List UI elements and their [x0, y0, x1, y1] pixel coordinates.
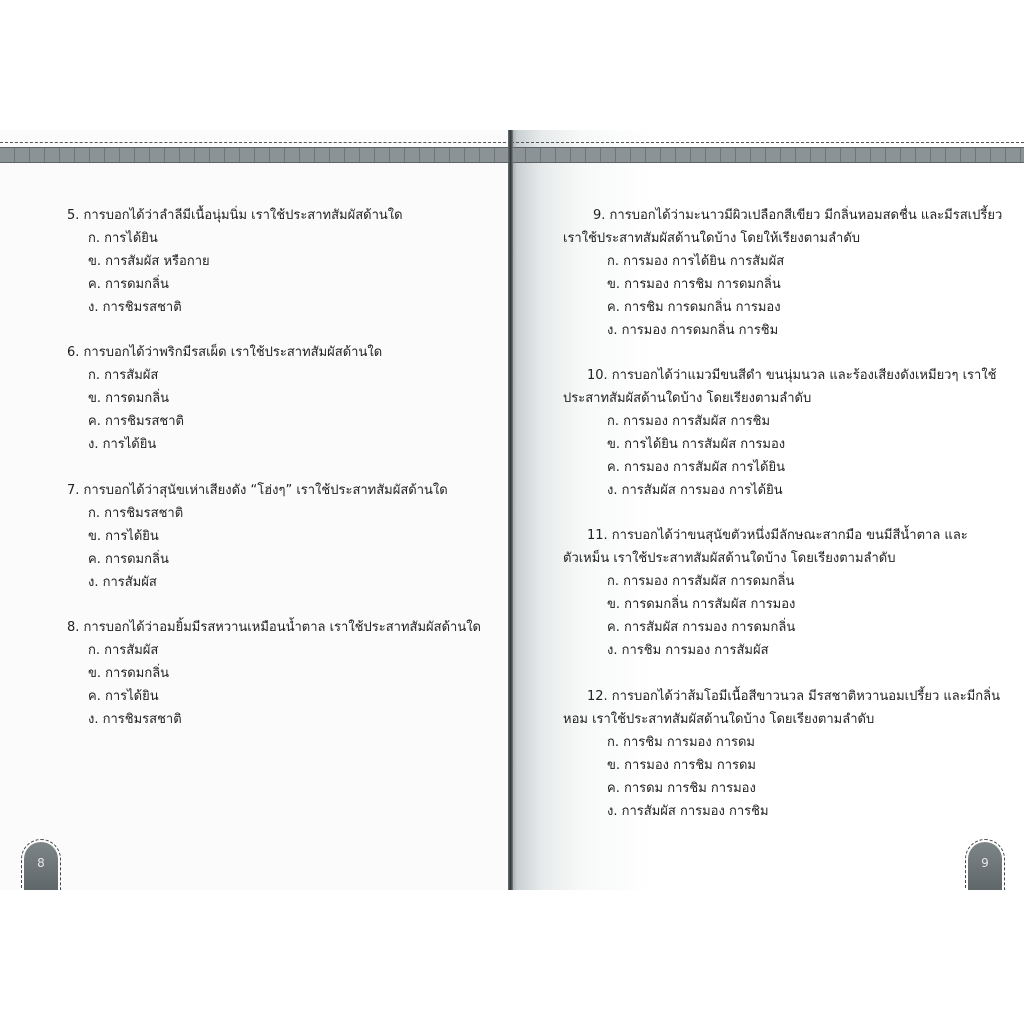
- option-b: ข. การมอง การชิม การดม: [607, 758, 757, 773]
- question-stem-line2: หอม เราใช้ประสาทสัมผัสด้านใดบ้าง โดยเรียงตามลำดับ: [563, 712, 875, 727]
- option-d: ง. การชิมรสชาติ: [88, 300, 182, 315]
- option-d: ง. การชิม การมอง การสัมผัส: [607, 643, 769, 658]
- question-stem: 7. การบอกได้ว่าสุนัขเห่าเสียงดัง “โฮ่งๆ” เราใช้ประสาทสัมผัสด้านใด: [67, 483, 448, 498]
- option-b: ข. การดมกลิ่น: [88, 391, 170, 406]
- question-stem-line1: 12. การบอกได้ว่าส้มโอมีเนื้อสีขาวนวล มีรสชาติหวานอมเปรี้ยว และมีกลิ่น: [587, 689, 1001, 704]
- book-gutter: [508, 130, 513, 890]
- question-6: [67, 341, 382, 456]
- question-9: [563, 204, 1002, 342]
- option-d: ง. การชิมรสชาติ: [88, 712, 182, 727]
- option-b: ข. การได้ยิน การสัมผัส การมอง: [607, 437, 786, 452]
- question-stem-line1: 9. การบอกได้ว่ามะนาวมีผิวเปลือกสีเขียว มีกลิ่นหอมสดชื่น และมีรสเปรี้ยว: [593, 208, 1003, 223]
- option-a: ก. การมอง การสัมผัส การดมกลิ่น: [607, 574, 795, 589]
- option-a: ก. การสัมผัส: [88, 368, 159, 383]
- option-c: ค. การชิมรสชาติ: [88, 414, 184, 429]
- question-stem-line2: ตัวเหม็น เราใช้ประสาทสัมผัสด้านใดบ้าง โดยเรียงตามลำดับ: [563, 551, 896, 566]
- option-a: ก. การสัมผัส: [88, 643, 159, 658]
- option-d: ง. การสัมผัส: [88, 575, 157, 590]
- question-5: [67, 204, 403, 319]
- option-c: ค. การดม การชิม การมอง: [607, 781, 756, 796]
- option-c: ค. การดมกลิ่น: [88, 552, 169, 567]
- page-margin-bottom: [0, 890, 1024, 1024]
- option-c: ค. การชิม การดมกลิ่น การมอง: [607, 300, 781, 315]
- option-a: ก. การได้ยิน: [88, 231, 158, 246]
- question-10: [563, 364, 997, 502]
- question-7: [67, 479, 448, 594]
- option-b: ข. การดมกลิ่น การสัมผัส การมอง: [607, 597, 796, 612]
- question-stem: 6. การบอกได้ว่าพริกมีรสเผ็ด เราใช้ประสาทสัมผัสด้านใด: [67, 345, 383, 360]
- option-b: ข. การได้ยิน: [88, 529, 159, 544]
- question-stem-line2: เราใช้ประสาทสัมผัสด้านใดบ้าง โดยให้เรียงตามลำดับ: [563, 231, 861, 246]
- option-a: ก. การชิมรสชาติ: [88, 506, 184, 521]
- header-band: [0, 142, 511, 161]
- option-c: ค. การมอง การสัมผัส การได้ยิน: [607, 460, 785, 475]
- option-d: ง. การสัมผัส การมอง การได้ยิน: [607, 483, 783, 498]
- option-a: ก. การมอง การสัมผัส การชิม: [607, 414, 771, 429]
- question-stem-line2: ประสาทสัมผัสด้านใดบ้าง โดยเรียงตามลำดับ: [563, 391, 812, 406]
- option-b: ข. การมอง การชิม การดมกลิ่น: [607, 277, 781, 292]
- option-a: ก. การชิม การมอง การดม: [607, 735, 755, 750]
- header-band: [511, 142, 1024, 161]
- option-d: ง. การสัมผัส การมอง การชิม: [607, 804, 769, 819]
- page-number-left: 8: [24, 842, 58, 892]
- option-d: ง. การได้ยิน: [88, 437, 157, 452]
- option-c: ค. การได้ยิน: [88, 689, 159, 704]
- question-stem-line1: 10. การบอกได้ว่าแมวมีขนสีดำ ขนนุ่มนวล และร้องเสียงดังเหมียวๆ เราใช้: [587, 368, 997, 383]
- question-11: [563, 524, 968, 662]
- question-stem: 5. การบอกได้ว่าลำลีมีเนื้อนุ่มนิ่ม เราใช้ประสาทสัมผัสด้านใด: [67, 208, 403, 223]
- option-a: ก. การมอง การได้ยิน การสัมผัส: [607, 254, 785, 269]
- option-b: ข. การดมกลิ่น: [88, 666, 170, 681]
- option-b: ข. การสัมผัส หรือกาย: [88, 254, 210, 269]
- question-12: [563, 685, 1000, 823]
- question-stem: 8. การบอกได้ว่าอมยิ้มมีรสหวานเหมือนน้ำตาล เราใช้ประสาทสัมผัสด้านใด: [67, 620, 482, 635]
- option-d: ง. การมอง การดมกลิ่น การชิม: [607, 323, 779, 338]
- option-c: ค. การดมกลิ่น: [88, 277, 169, 292]
- option-c: ค. การสัมผัส การมอง การดมกลิ่น: [607, 620, 796, 635]
- question-stem-line1: 11. การบอกได้ว่าขนสุนัขตัวหนึ่งมีลักษณะสากมือ ขนมีสีน้ำตาล และ: [587, 528, 968, 543]
- page-number-right: 9: [968, 842, 1002, 892]
- question-8: [67, 616, 481, 731]
